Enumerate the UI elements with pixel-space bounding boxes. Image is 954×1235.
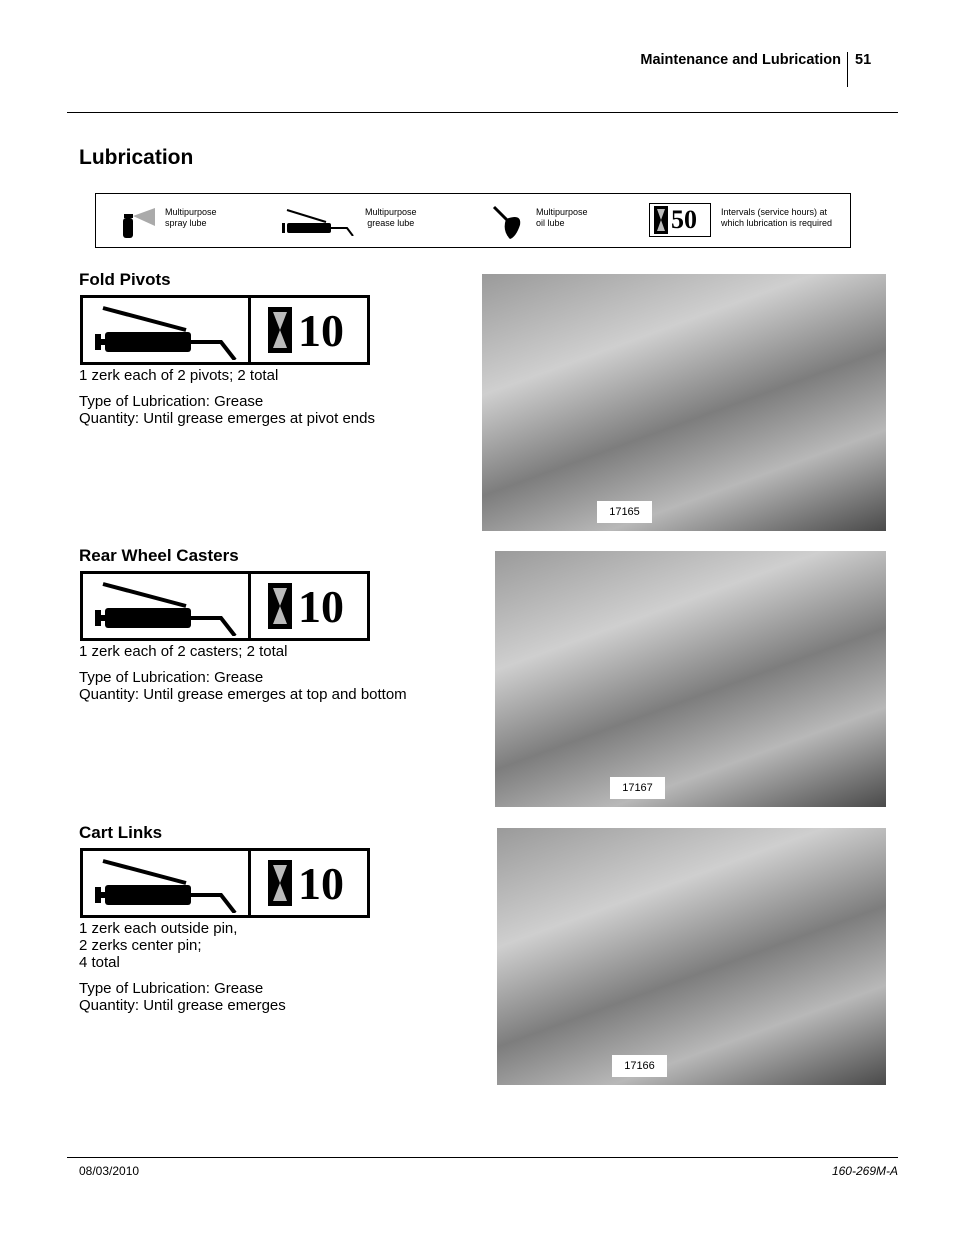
page-title: Lubrication bbox=[79, 146, 194, 169]
photo-number: 17165 bbox=[597, 501, 652, 523]
grease-gun-icon bbox=[91, 304, 241, 360]
section-title: Rear Wheel Casters bbox=[79, 546, 239, 565]
grease-gun-icon bbox=[91, 857, 241, 913]
footer-rule bbox=[67, 1157, 898, 1158]
zerk-count-line: 4 total bbox=[79, 954, 120, 971]
hourglass-icon bbox=[268, 583, 292, 629]
lube-symbol-box bbox=[80, 571, 370, 641]
lubrication-point-photo bbox=[495, 551, 886, 807]
lube-symbol-box bbox=[80, 295, 370, 365]
lubrication-point-photo bbox=[497, 828, 886, 1085]
lubrication-type: Type of Lubrication: Grease bbox=[79, 669, 264, 686]
lubrication-legend bbox=[95, 193, 851, 248]
legend-interval-text2: which lubrication is required bbox=[721, 218, 833, 228]
lubrication-type: Type of Lubrication: Grease bbox=[79, 980, 264, 997]
interval-symbol bbox=[649, 203, 711, 237]
legend-hours: 50 bbox=[671, 205, 697, 234]
oil-can-icon bbox=[488, 203, 524, 239]
photo-number: 17167 bbox=[610, 777, 665, 799]
legend-oil-text1: Multipurpose bbox=[536, 207, 588, 217]
lubrication-quantity: Quantity: Until grease emerges bbox=[79, 997, 286, 1014]
footer-doc-number: 160-269M-A bbox=[831, 1164, 898, 1178]
lubrication-type: Type of Lubrication: Grease bbox=[79, 393, 264, 410]
service-hours: 10 bbox=[298, 304, 344, 356]
zerk-count-line: 1 zerk each of 2 pivots; 2 total bbox=[79, 367, 279, 384]
lubrication-point-photo bbox=[482, 274, 886, 531]
zerk-count-line: 2 zerks center pin; bbox=[79, 937, 202, 954]
spray-can-icon bbox=[121, 206, 157, 240]
legend-grease-text1: Multipurpose bbox=[365, 207, 417, 217]
page-number: 51 bbox=[855, 52, 872, 68]
section-title: Cart Links bbox=[79, 823, 163, 842]
grease-gun-icon bbox=[281, 208, 363, 236]
lubrication-quantity: Quantity: Until grease emerges at pivot ends bbox=[79, 410, 375, 427]
photo-number: 17166 bbox=[612, 1055, 667, 1077]
hourglass-icon bbox=[268, 307, 292, 353]
service-hours: 10 bbox=[298, 580, 344, 632]
zerk-count-line: 1 zerk each outside pin, bbox=[79, 920, 238, 937]
header-divider bbox=[847, 52, 848, 87]
legend-spray-text2: spray lube bbox=[165, 218, 207, 228]
zerk-count-line: 1 zerk each of 2 casters; 2 total bbox=[79, 643, 288, 660]
legend-interval-text1: Intervals (service hours) at bbox=[721, 207, 828, 217]
legend-oil-text2: oil lube bbox=[536, 218, 565, 228]
hourglass-icon bbox=[268, 860, 292, 906]
hourglass-icon bbox=[654, 206, 668, 234]
lube-symbol-box bbox=[80, 848, 370, 918]
legend-spray-text1: Multipurpose bbox=[165, 207, 217, 217]
header-section-title: Maintenance and Lubrication bbox=[640, 52, 841, 68]
lubrication-quantity: Quantity: Until grease emerges at top and bottom bbox=[79, 686, 407, 703]
legend-grease-text2: grease lube bbox=[367, 218, 415, 228]
header-rule bbox=[67, 112, 898, 113]
grease-gun-icon bbox=[91, 580, 241, 636]
service-hours: 10 bbox=[298, 857, 344, 909]
footer-date: 08/03/2010 bbox=[79, 1164, 140, 1178]
section-title: Fold Pivots bbox=[79, 270, 171, 289]
